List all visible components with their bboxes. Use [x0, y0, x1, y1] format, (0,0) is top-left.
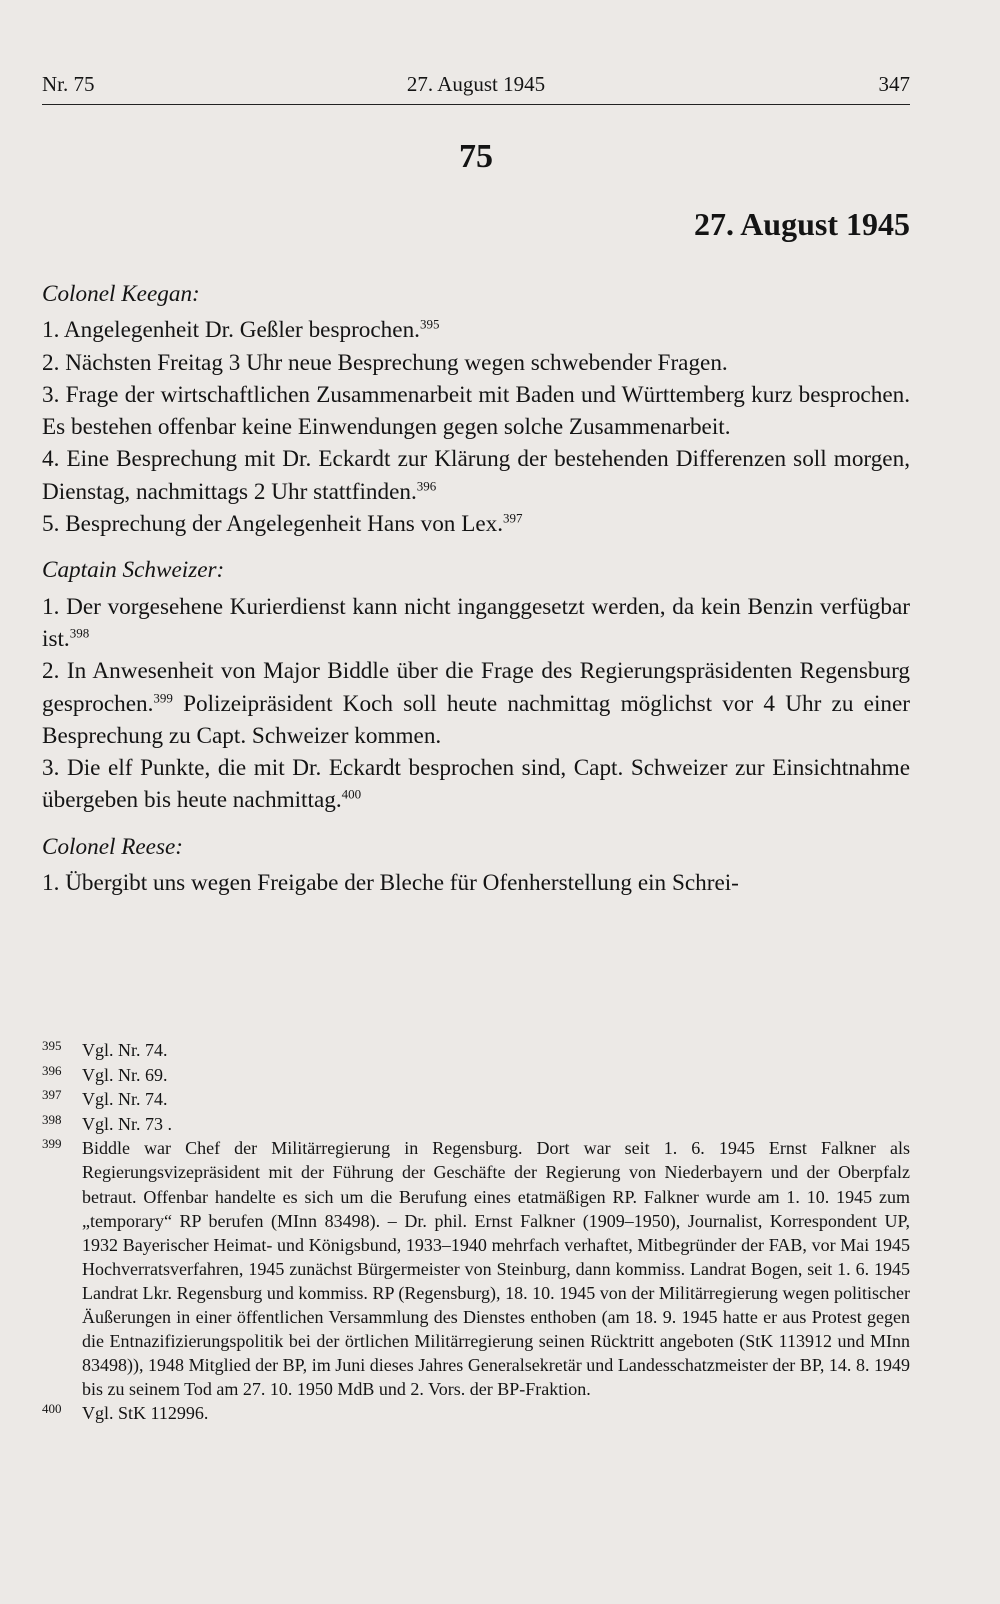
protocol-item: 3. Frage der wirtschaftlichen Zusammenarbeit mit Baden und Württemberg kurz besprochen. Es bestehen offenbar keine Einwendungen gegen solche Zusammenarbeit.: [42, 381, 910, 441]
footnote-ref: 395: [419, 316, 440, 332]
footnote: 398 Vgl. Nr. 73 .: [42, 1112, 910, 1137]
footnote-number: 396: [42, 1062, 62, 1078]
footnote-ref: 398: [69, 625, 90, 641]
footnote-number: 400: [42, 1401, 62, 1417]
header-document-number: Nr. 75: [42, 72, 95, 96]
footnote-number: 398: [42, 1111, 62, 1127]
footnote-number: 399: [42, 1136, 62, 1152]
footnotes: [42, 1038, 910, 1426]
footnote-ref: 400: [341, 786, 362, 802]
protocol-item: 4. Eine Besprechung mit Dr. Eckardt zur Klärung der bestehenden Differenzen soll morgen, Dienstag, nachmittags 2 Uhr stattfinden.$^{396}$: [42, 446, 910, 505]
protocol-item: 1. Übergibt uns wegen Freigabe der Bleche für Ofenherstellung ein Schrei-: [42, 870, 739, 897]
running-head: [42, 72, 910, 98]
speaker-heading: Colonel Reese:: [42, 833, 184, 860]
document-number: 75: [459, 138, 493, 175]
protocol-body: [42, 278, 910, 899]
footnote: 399 Biddle war Chef der Militärregierung in Regensburg. Dort war seit 1. 6. 1945 Ernst Falkner als Regierungsvizepräsident mit der Führung der Geschäfte der Regierung von Niederbayern und der Oberpfalz betraut. Offenbar handelte es sich um die Berufung eines etatmäßigen RP. Falkner wurde am 1. 10. 1945 zum „temporary“ RP berufen (MInn 83498). – Dr. phil. Ernst Falkner (1909–1950), Journalist, Korrespondent UP, 1932 Bayerischer Heimat- und Königsbund, 1933–1940 mehrfach verhaftet, Mitbegründer der FAB, vor Mai 1945 Hochverratsverfahren, 1945 zunächst Bürgermeister von Steinburg, dann kommiss. Landrat Bogen, seit 1. 6. 1945 Landrat Lkr. Regensburg und kommiss. RP (Regensburg), 18. 10. 1945 von der Militärregierung wegen politischer Äußerungen in einer öffentlichen Versammlung des Dienstes enthoben (am 18. 9. 1945 hatte er aus Protest gegen die Entnazifizierungspolitik bei der örtlichen Militärregierung seinen Rücktritt angeboten (StK 113912 und MInn 83498)), 1948 Mitglied der BP, im Juni dieses Jahres Generalsekretär und Landesschatzmeister der BP, 14. 8. 1949 bis zu seinem Tod am 27. 10. 1950 MdB und 2. Vors. der BP-Fraktion.: [42, 1136, 910, 1401]
header-date: 27. August 1945: [406, 72, 546, 96]
protocol-item: 2. Nächsten Freitag 3 Uhr neue Besprechung wegen schwebender Fragen.: [42, 349, 728, 376]
footnote: 396 Vgl. Nr. 69.: [42, 1063, 910, 1088]
speaker-heading: Captain Schweizer:: [42, 557, 225, 584]
protocol-item: 2. In Anwesenheit von Major Biddle über die Frage des Regierungspräsidenten Regensburg gesprochen.$^{399}$ Polizeipräsident Koch soll heute nachmittag möglichst vor 4 Uhr zu einer Besprechung zu Capt. Schweizer kommen.: [42, 658, 910, 749]
protocol-item: 1. Angelegenheit Dr. Geßler besprochen.$^{395}$: [42, 316, 440, 344]
page-number: 347: [878, 72, 910, 96]
protocol-item: 1. Der vorgesehene Kurierdienst kann nicht inganggesetzt werden, da kein Benzin verfügbar ist.$^{398}$: [42, 593, 910, 652]
footnote-ref: 397: [503, 510, 523, 526]
footnote-ref: 399: [153, 689, 173, 705]
footnote-ref: 396: [416, 478, 437, 494]
footnote-number: 397: [42, 1087, 62, 1103]
footnote-number: 395: [42, 1038, 62, 1053]
protocol-item: 5. Besprechung der Angelegenheit Hans von Lex.$^{397}$: [42, 510, 523, 538]
header-rule: [42, 104, 910, 105]
footnote: 395 Vgl. Nr. 74.: [42, 1038, 910, 1063]
protocol-item: 3. Die elf Punkte, die mit Dr. Eckardt besprochen sind, Capt. Schweizer zur Einsichtnahme übergeben bis heute nachmittag.$^{400}$: [42, 755, 910, 814]
speaker-heading: Colonel Keegan:: [42, 281, 200, 307]
footnote: 400 Vgl. StK 112996.: [42, 1401, 910, 1426]
footnote: 397 Vgl. Nr. 74.: [42, 1087, 910, 1112]
document-date: 27. August 1945: [693, 206, 910, 242]
